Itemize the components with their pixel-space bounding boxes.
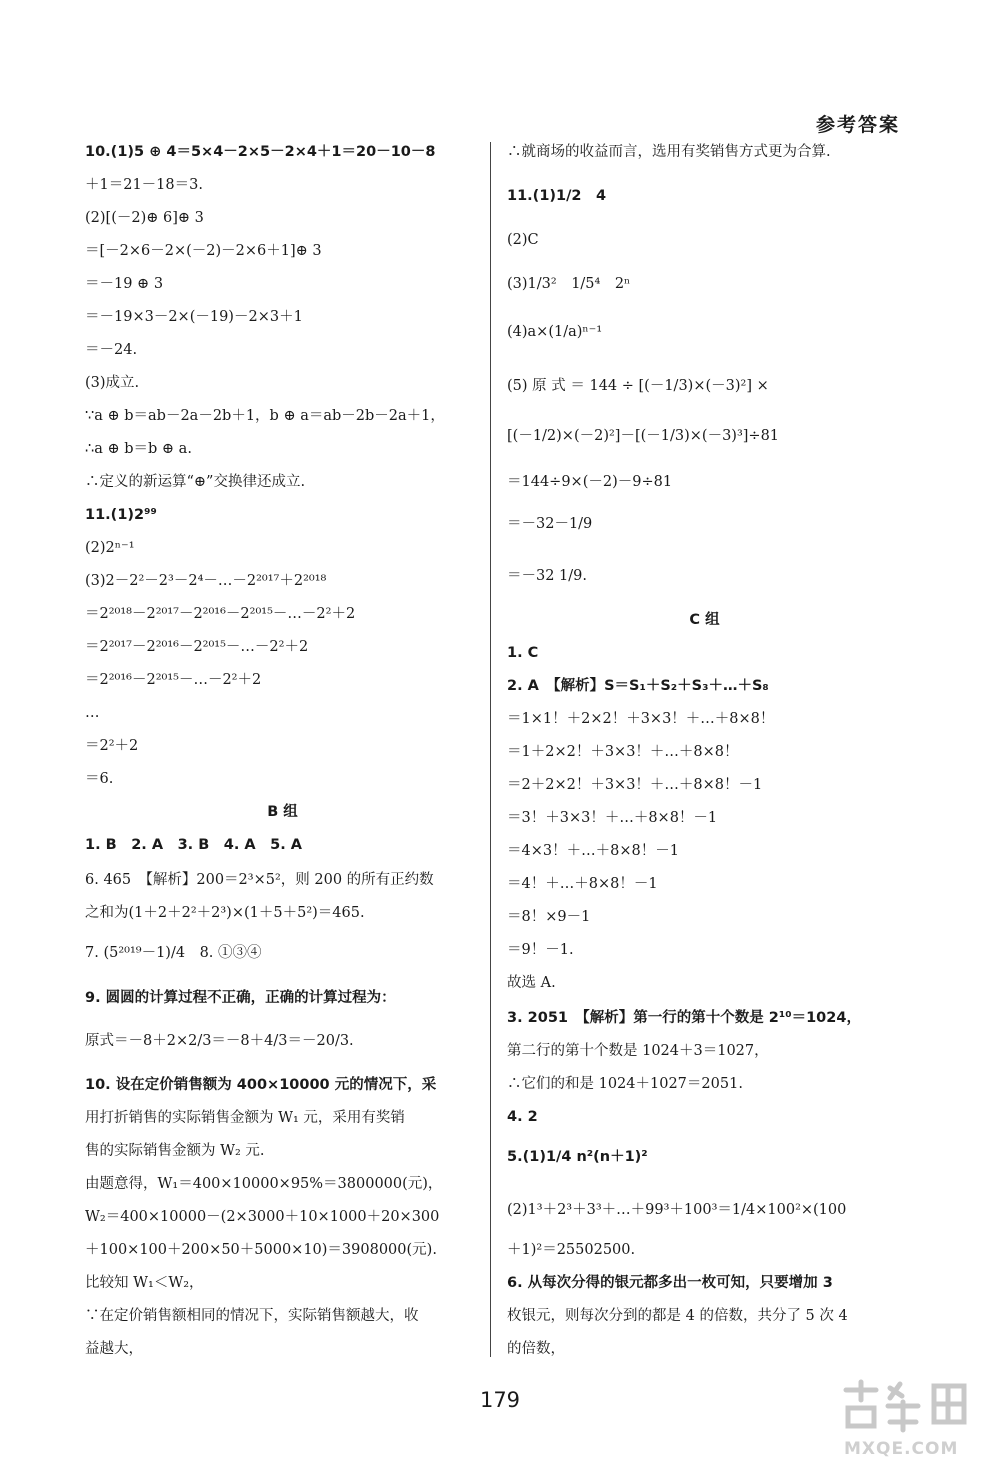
text-line: ＝9！－1. <box>507 942 574 958</box>
text-line: 益越大， <box>85 1341 143 1357</box>
text-line: ∵a ⊕ b＝ab－2a－2b＋1，b ⊕ a＝ab－2b－2a＋1， <box>85 408 445 424</box>
text-line: ＝－24. <box>85 342 138 358</box>
text-line: ＝6. <box>85 771 114 787</box>
page-number: 179 <box>479 1388 521 1412</box>
text-line: ∴a ⊕ b＝b ⊕ a. <box>85 441 192 457</box>
text-line: 售的实际销售金额为 W₂ 元. <box>85 1143 265 1159</box>
text-line: ＝2²⁰¹⁷－2²⁰¹⁶－2²⁰¹⁵－…－2²＋2 <box>85 639 309 655</box>
section-heading-b: B 组 <box>267 804 298 820</box>
text-line: 第二行的第十个数是 1024＋3＝1027， <box>507 1043 769 1059</box>
text-line: (2)1³＋2³＋3³＋…＋99³＋100³＝1/4×100²×(100 <box>507 1202 847 1218</box>
text-line: (4)a×(1/a)ⁿ⁻¹ <box>507 324 603 340</box>
text-line: 11.(1)1/2 4 <box>507 188 607 204</box>
text-line: 6. 465 【解析】200＝2³×5²，则 200 的所有正约数 <box>85 872 434 888</box>
text-line: ＝－19×3－2×(－19)－2×3＋1 <box>85 309 303 325</box>
text-line: ＝2²＋2 <box>85 738 139 754</box>
text-line: ＝－32－1/9 <box>507 516 593 532</box>
text-line: 5.(1)1/4 n²(n＋1)² <box>507 1149 648 1165</box>
text-line: ＋100×100＋200×50＋5000×10)＝3908000(元). <box>85 1242 437 1258</box>
text-line: 2. A 【解析】S＝S₁＋S₂＋S₃＋…＋S₈ <box>507 678 769 694</box>
text-line: W₂＝400×10000－(2×3000＋10×1000＋20×300 <box>85 1209 440 1225</box>
text-line: 比较知 W₁＜W₂， <box>85 1275 204 1291</box>
text-line: … <box>85 705 100 721</box>
text-line: (3)2－2²－2³－2⁴－…－2²⁰¹⁷＋2²⁰¹⁸ <box>85 573 327 589</box>
text-line: (3)成立. <box>85 375 140 391</box>
text-line: 故选 A. <box>507 975 556 991</box>
text-line: ∴它们的和是 1024＋1027＝2051. <box>507 1076 743 1092</box>
text-line: 原式＝－8＋2×2/3＝－8＋4/3＝－20/3. <box>85 1033 354 1049</box>
text-line: ＝2＋2×2！＋3×3！＋…＋8×8！－1 <box>507 777 763 793</box>
section-heading-c: C 组 <box>689 612 720 628</box>
text-line: 6. 从每次分得的银元都多出一枚可知，只要增加 3 <box>507 1275 833 1291</box>
text-line: ＝[－2×6－2×(－2)－2×6＋1]⊕ 3 <box>85 243 322 259</box>
watermark-logo <box>838 1378 988 1460</box>
text-line: (2)2ⁿ⁻¹ <box>85 540 135 556</box>
text-line: 1. B 2. A 3. B 4. A 5. A <box>85 837 302 853</box>
text-line: (3)1/3² 1/5⁴ 2ⁿ <box>507 276 631 292</box>
text-line: ＝4！＋…＋8×8！－1 <box>507 876 658 892</box>
text-line: ＝1×1！＋2×2！＋3×3！＋…＋8×8！ <box>507 711 775 727</box>
text-line: 用打折销售的实际销售金额为 W₁ 元，采用有奖销 <box>85 1110 405 1126</box>
text-line: ＝8！×9－1 <box>507 909 591 925</box>
column-divider <box>490 142 491 1357</box>
text-line: ＝144÷9×(－2)－9÷81 <box>507 474 673 490</box>
text-line: 之和为(1＋2＋2²＋2³)×(1＋5＋5²)＝465. <box>85 905 365 921</box>
page-header-title: 参考答案 <box>815 114 900 136</box>
text-line: ∴就商场的收益而言，选用有奖销售方式更为合算. <box>507 144 831 160</box>
text-line: 4. 2 <box>507 1109 538 1125</box>
text-line: ＝2²⁰¹⁶－2²⁰¹⁵－…－2²＋2 <box>85 672 262 688</box>
text-line: ＝－19 ⊕ 3 <box>85 276 164 292</box>
text-line: 3. 2051 【解析】第一行的第十个数是 2¹⁰＝1024， <box>507 1010 861 1026</box>
text-line: 枚银元，则每次分到的都是 4 的倍数，共分了 5 次 4 <box>507 1308 848 1324</box>
text-line: 由题意得，W₁＝400×10000×95%＝3800000(元)， <box>85 1176 443 1192</box>
text-line: ∵在定价销售额相同的情况下，实际销售额越大，收 <box>85 1308 419 1324</box>
text-line: ＝2²⁰¹⁸－2²⁰¹⁷－2²⁰¹⁶－2²⁰¹⁵－…－2²＋2 <box>85 606 356 622</box>
text-line: ＝1＋2×2！＋3×3！＋…＋8×8！ <box>507 744 739 760</box>
text-line: ＝3！＋3×3！＋…＋8×8！－1 <box>507 810 718 826</box>
text-line: 11.(1)2⁹⁹ <box>85 507 157 523</box>
text-line: ＋1)²＝25502500. <box>507 1242 636 1258</box>
text-line: (2)[(－2)⊕ 6]⊕ 3 <box>85 210 204 226</box>
text-line: (2)C <box>507 232 539 248</box>
text-line: (5) 原 式 ＝ 144 ÷ [(－1/3)×(－3)²] × <box>507 378 769 394</box>
text-line: ＋1＝21－18＝3. <box>85 177 203 193</box>
text-line: 10.(1)5 ⊕ 4＝5×4－2×5－2×4＋1＝20－10－8 <box>85 144 436 160</box>
text-line: 的倍数， <box>507 1341 565 1357</box>
text-line: ∴定义的新运算“⊕”交换律还成立. <box>85 474 306 490</box>
text-line: ＝－32 1/9. <box>507 568 588 584</box>
text-line: [(－1/2)×(－2)²]－[(－1/3)×(－3)³]÷81 <box>507 428 780 444</box>
text-line: 10. 设在定价销售额为 400×10000 元的情况下，采 <box>85 1077 437 1093</box>
text-line: 1. C <box>507 645 539 661</box>
text-line: ＝4×3！＋…＋8×8！－1 <box>507 843 679 859</box>
text-line: 7. (5²⁰¹⁹－1)/4 8. ①③④ <box>85 945 262 961</box>
text-line: 9. 圆圆的计算过程不正确，正确的计算过程为： <box>85 990 396 1006</box>
svg-text:MXQE.COM: MXQE.COM <box>844 1439 959 1459</box>
